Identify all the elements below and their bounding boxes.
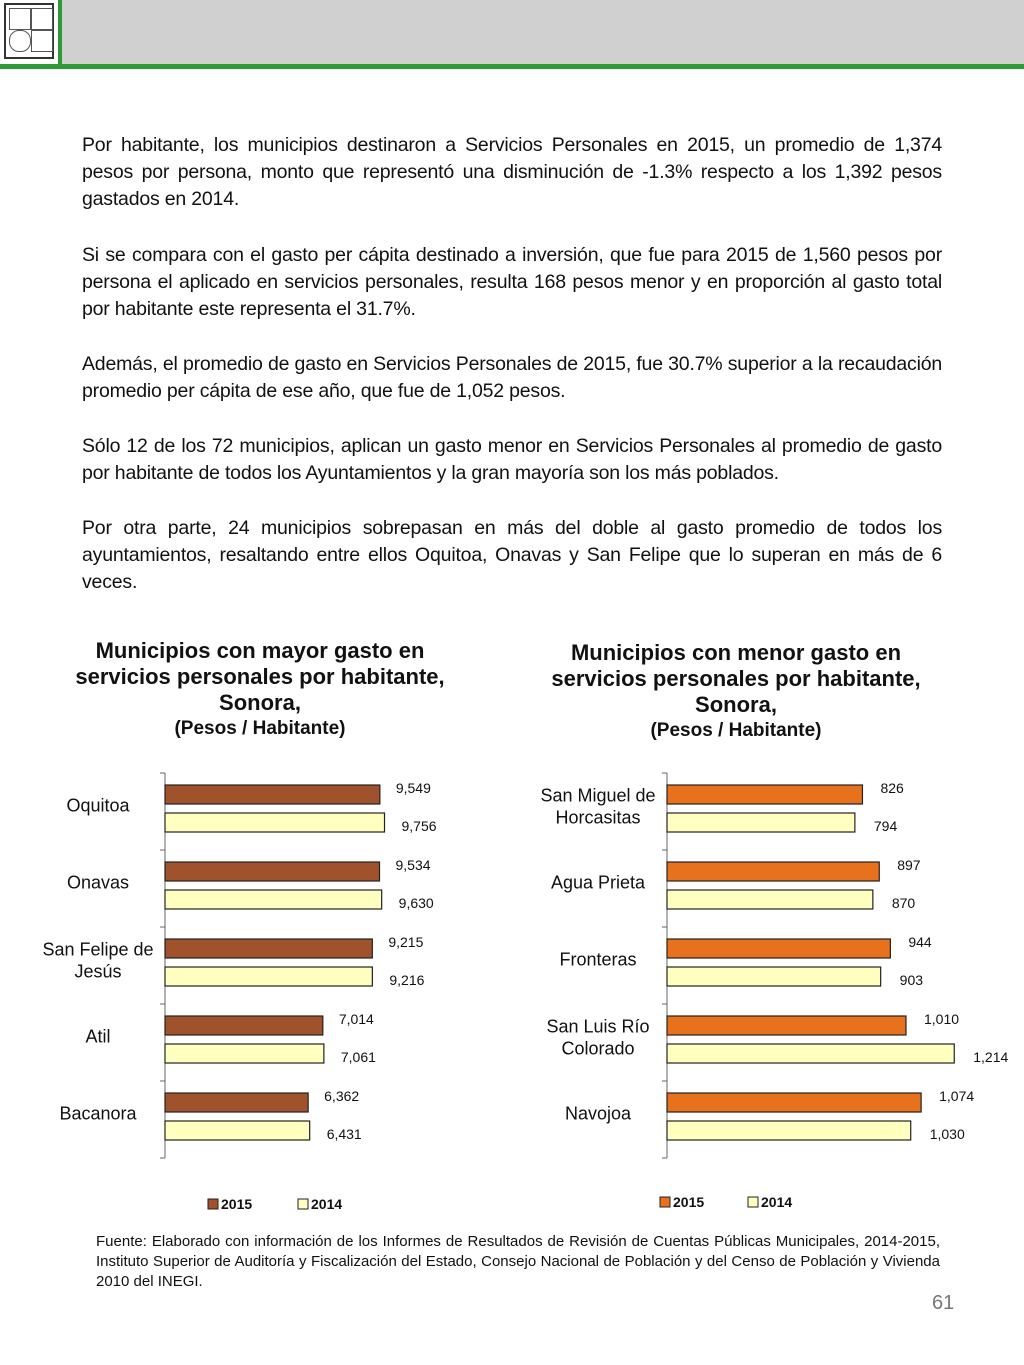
bar-2015 — [165, 1093, 308, 1112]
chart-right-title — [516, 640, 956, 744]
category-label: Onavas — [66, 872, 130, 893]
category-label: San Miguel de — [540, 785, 656, 806]
legend-label-2014: 2014 — [761, 1194, 793, 1210]
bar-2014 — [165, 890, 382, 909]
data-label-2014: 9,756 — [401, 818, 437, 834]
data-label-2015: 1,074 — [939, 1088, 975, 1104]
data-label-2015: 7,014 — [338, 1011, 374, 1027]
category-label: Jesús — [74, 961, 122, 982]
legend-swatch-2014 — [298, 1199, 308, 1209]
state-seal-logo — [0, 0, 62, 64]
data-label-2014: 903 — [899, 972, 924, 988]
paragraph-3: Además, el promedio de gasto en Servicios Personales de 2015, fue 30.7% superior a la recaudación promedio per cápita de ese año, que fue de 1,052 pesos. — [82, 353, 942, 402]
chart-left-title-line1: Municipios con mayor gasto en — [95, 638, 425, 663]
category-label: Navojoa — [564, 1103, 632, 1124]
bar-2014 — [165, 813, 385, 832]
chart-right-title-line3: Sonora, — [695, 692, 777, 717]
seal-shield-icon — [4, 3, 54, 59]
bar-2015 — [165, 862, 380, 881]
chart-left — [0, 760, 510, 1230]
chart-left-subtitle: (Pesos / Habitante) — [174, 718, 346, 739]
header-bar — [0, 0, 1024, 69]
bar-2014 — [165, 1121, 310, 1140]
chart-right-title-line1: Municipios con menor gasto en — [570, 640, 902, 665]
bar-2015 — [667, 785, 862, 804]
data-label-2014: 870 — [891, 895, 916, 911]
data-label-2014: 7,061 — [340, 1049, 376, 1065]
bar-2015 — [667, 939, 890, 958]
category-label: Fronteras — [559, 949, 637, 970]
paragraph-5: Por otra parte, 24 municipios sobrepasan en más del doble al gasto promedio de todos los ayuntamientos, resaltando entre ellos Oquitoa, Onavas y San Felipe que lo superan en más de 6 veces. — [82, 517, 942, 593]
legend-swatch-2014 — [748, 1197, 758, 1207]
category-label: San Luis Río — [546, 1016, 650, 1037]
chart-left-title-line3: Sonora, — [219, 690, 301, 715]
data-label-2015: 9,534 — [395, 857, 431, 873]
legend-label-2015: 2015 — [673, 1194, 705, 1210]
bar-2015 — [165, 1016, 323, 1035]
category-label: Oquitoa — [66, 795, 130, 816]
data-label-2014: 1,030 — [929, 1126, 965, 1142]
bar-2015 — [165, 939, 372, 958]
bar-2015 — [667, 1016, 906, 1035]
category-label: Bacanora — [59, 1103, 137, 1124]
data-label-2014: 9,216 — [389, 972, 425, 988]
category-label: Colorado — [561, 1038, 635, 1059]
data-label-2015: 826 — [880, 780, 904, 796]
legend-label-2014: 2014 — [311, 1196, 343, 1212]
data-label-2015: 6,362 — [324, 1088, 360, 1104]
category-label: Horcasitas — [555, 807, 641, 828]
category-label: Atil — [85, 1026, 111, 1047]
data-label-2014: 1,214 — [973, 1049, 1009, 1065]
page-number: 61 — [932, 1292, 955, 1314]
category-label: Agua Prieta — [550, 872, 646, 893]
bar-2014 — [667, 813, 855, 832]
chart-left-title — [40, 638, 480, 742]
paragraph-4: Sólo 12 de los 72 municipios, aplican un gasto menor en Servicios Personales al promedio de gasto por habitante de todos los Ayuntamientos y la gran mayoría son los más poblados. — [82, 435, 942, 484]
bar-2015 — [667, 862, 879, 881]
bar-2014 — [667, 890, 873, 909]
chart-left-title-line2: servicios personales por habitante, — [75, 664, 445, 689]
data-label-2015: 897 — [897, 857, 921, 873]
chart-right-subtitle: (Pesos / Habitante) — [650, 720, 822, 741]
data-label-2014: 9,630 — [398, 895, 434, 911]
legend-swatch-2015 — [208, 1199, 218, 1209]
paragraph-1: Por habitante, los municipios destinaron a Servicios Personales en 2015, un promedio de 1,374 pesos por persona, monto que representó una disminución de -1.3% respecto a los 1,392 pesos gastados en 2014. — [82, 134, 942, 210]
chart-right-title-line2: servicios personales por habitante, — [551, 666, 921, 691]
data-label-2015: 1,010 — [923, 1011, 960, 1027]
legend-label-2015: 2015 — [221, 1196, 253, 1212]
data-label-2015: 9,215 — [388, 934, 424, 950]
data-label-2014: 794 — [873, 818, 898, 834]
bar-2014 — [165, 1044, 324, 1063]
bar-2014 — [667, 1121, 911, 1140]
chart-right — [510, 760, 1024, 1230]
bar-2014 — [165, 967, 372, 986]
data-label-2015: 9,549 — [395, 780, 431, 796]
data-label-2014: 6,431 — [326, 1126, 362, 1142]
bar-2015 — [667, 1093, 921, 1112]
bar-2014 — [667, 1044, 954, 1063]
bar-2015 — [165, 785, 380, 804]
data-label-2015: 944 — [908, 934, 932, 950]
bar-2014 — [667, 967, 881, 986]
category-label: San Felipe de — [42, 939, 154, 960]
legend-swatch-2015 — [660, 1197, 670, 1207]
source-note: Fuente: Elaborado con información de los Informes de Resultados de Revisión de Cuentas Públicas Municipales, 2014-2015, Instituto Superior de Auditoría y Fiscalización del Estado, Consejo Nacional de Población y del Censo de Población y Vivienda 2010 del INEGI. — [96, 1233, 940, 1290]
paragraph-2: Si se compara con el gasto per cápita destinado a inversión, que fue para 2015 de 1,560 pesos por persona el aplicado en servicios personales, resulta 168 pesos menor y en proporción al gasto total por habitante este representa el 31.7%. — [82, 244, 942, 320]
